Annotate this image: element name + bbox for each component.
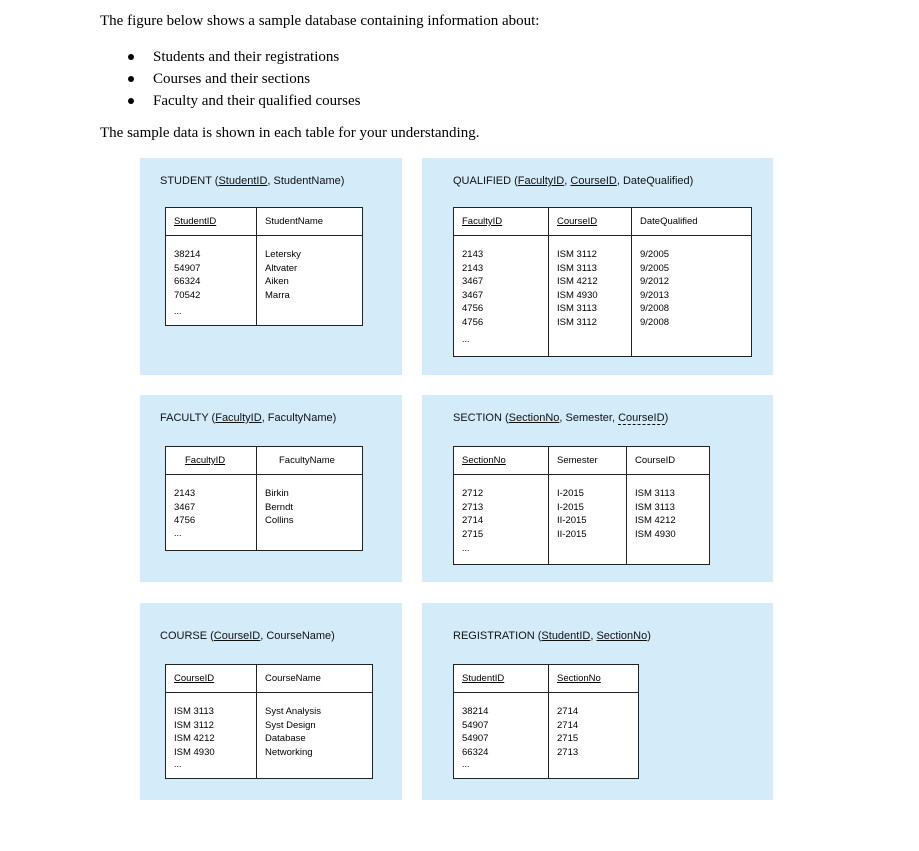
table-cell: 9/2012 <box>640 276 670 287</box>
column-values <box>174 705 215 759</box>
table-cell: 9/2005 <box>640 262 670 274</box>
column-header: FacultyName <box>279 455 335 466</box>
course-panel <box>140 603 402 800</box>
qualified-panel <box>422 158 773 375</box>
intro-text: The figure below shows a sample database containing information about: <box>100 13 540 29</box>
table-cell: 2715 <box>462 528 484 540</box>
table-cell: Networking <box>265 746 313 758</box>
column-values <box>174 487 195 528</box>
table-cell: Collins <box>265 515 294 526</box>
column-values <box>265 487 294 528</box>
column-header: CourseID <box>635 455 676 466</box>
table-cell: ISM 4212 <box>635 515 676 526</box>
faculty-panel <box>140 395 402 582</box>
course-table: CourseID ISM 3113 ISM 3112 ISM 4212 ISM 4930 ... CourseName Syst Analysis Syst Design Database Networking <box>165 664 373 779</box>
table-cell: 2713 <box>462 501 484 513</box>
table-cell: 2715 <box>557 733 579 744</box>
table-cell: II-2015 <box>557 528 587 540</box>
qualified-table: FacultyID 2143 2143 3467 3467 4756 4756 ... CourseID ISM 3112 ISM 3113 ISM 4212 ISM 4930 ISM 3113 ISM 3112 DateQualified 9/2005 9/2005 9/2012 9/2013 9/2008 9/2008 <box>453 207 752 357</box>
table-cell: 3467 <box>462 289 484 301</box>
table-cell: 54907 <box>174 262 201 274</box>
table-cell: I-2015 <box>557 501 584 513</box>
table-cell: 38214 <box>462 706 489 717</box>
column-values <box>557 705 578 759</box>
table-cell: 38214 <box>174 249 201 260</box>
table-cell: ISM 3113 <box>635 501 675 513</box>
column-header: StudentID <box>174 216 217 227</box>
student-title: STUDENT (StudentID, StudentName) <box>160 175 345 187</box>
column-values <box>635 487 676 541</box>
column-values <box>265 248 301 302</box>
table-cell: ISM 3112 <box>174 719 214 731</box>
topic-list <box>126 46 360 112</box>
course-title: COURSE (CourseID, CourseName) <box>160 630 335 642</box>
table-cell: 2714 <box>462 515 484 526</box>
column-header: FacultyID <box>185 455 226 466</box>
table-cell: 4756 <box>174 515 196 526</box>
section-table: SectionNo 2712 2713 2714 2715 ... Semester I-2015 I-2015 II-2015 II-2015 CourseID ISM 3113 ISM 3113 ISM 4212 ISM 4930 <box>453 446 710 565</box>
section-title: SECTION (SectionNo, Semester, CourseID) <box>453 412 669 424</box>
column-header: StudentName <box>265 216 324 227</box>
table-cell: ISM 4930 <box>557 289 598 301</box>
outro-text: The sample data is shown in each table for your understanding. <box>100 125 480 141</box>
table-cell: Syst Analysis <box>265 706 321 717</box>
table-cell: I-2015 <box>557 488 584 499</box>
topic-item: Courses and their sections <box>126 68 360 90</box>
table-cell: Syst Design <box>265 719 316 731</box>
registration-title: REGISTRATION (StudentID, SectionNo) <box>453 630 651 642</box>
table-cell: Letersky <box>265 249 301 260</box>
table-cell: Berndt <box>265 501 293 513</box>
table-cell: II-2015 <box>557 515 587 526</box>
column-header: CourseID <box>557 216 598 227</box>
table-cell: 66324 <box>462 746 489 758</box>
student-table: StudentID 38214 54907 66324 70542 ... StudentName Letersky Altvater Aiken Marra <box>165 207 363 326</box>
table-cell: 70542 <box>174 289 201 301</box>
table-cell: 4756 <box>462 303 484 314</box>
column-header: StudentID <box>462 673 505 684</box>
table-cell: 9/2008 <box>640 316 670 328</box>
table-cell: 3467 <box>174 501 196 513</box>
table-cell: ISM 3112 <box>557 249 597 260</box>
table-cell: Birkin <box>265 488 289 499</box>
table-cell: ISM 3112 <box>557 316 597 328</box>
table-cell: 2713 <box>557 746 579 758</box>
registration-panel <box>422 603 773 800</box>
table-cell: ISM 4212 <box>174 733 215 744</box>
table-cell: 2143 <box>174 488 196 499</box>
table-cell: Aiken <box>265 276 289 287</box>
table-cell: 2143 <box>462 249 484 260</box>
table-cell: ISM 4930 <box>174 746 215 758</box>
table-cell: 2714 <box>557 719 579 731</box>
table-cell: 9/2005 <box>640 249 670 260</box>
table-cell: ISM 3113 <box>174 706 214 717</box>
faculty-title: FACULTY (FacultyID, FacultyName) <box>160 412 337 424</box>
table-cell: 54907 <box>462 733 489 744</box>
table-cell: 66324 <box>174 276 201 287</box>
column-header: Semester <box>557 455 598 466</box>
column-header: SectionNo <box>557 673 601 684</box>
table-cell: ISM 3113 <box>557 303 597 314</box>
table-cell: Marra <box>265 289 290 301</box>
table-cell: ISM 4930 <box>635 528 676 540</box>
column-values <box>557 487 587 541</box>
student-panel <box>140 158 402 375</box>
column-header: SectionNo <box>462 455 506 466</box>
topic-item: Students and their registrations <box>126 46 360 68</box>
column-values <box>265 705 321 759</box>
table-cell: Database <box>265 733 306 744</box>
table-cell: Altvater <box>265 262 298 274</box>
column-header: CourseName <box>265 673 321 684</box>
table-cell: 3467 <box>462 276 484 287</box>
table-cell: ISM 3113 <box>557 262 597 274</box>
table-cell: 2143 <box>462 262 484 274</box>
table-cell: 2712 <box>462 488 484 499</box>
table-cell: 4756 <box>462 316 484 328</box>
registration-table: StudentID 38214 54907 54907 66324 ... SectionNo 2714 2714 2715 2713 <box>453 664 639 779</box>
column-values <box>462 248 483 329</box>
column-header: CourseID <box>174 673 215 684</box>
table-cell: ISM 3113 <box>635 488 675 499</box>
table-cell: 9/2008 <box>640 303 670 314</box>
table-cell: 54907 <box>462 719 489 731</box>
faculty-table: FacultyID 2143 3467 4756 ... FacultyName Birkin Berndt Collins <box>165 446 363 551</box>
column-values <box>462 705 488 759</box>
section-panel <box>422 395 773 582</box>
column-values <box>640 248 669 329</box>
table-cell: 2714 <box>557 706 579 717</box>
column-header: FacultyID <box>462 216 503 227</box>
column-header: DateQualified <box>640 216 698 227</box>
column-values <box>462 487 483 541</box>
column-values <box>557 248 598 329</box>
table-cell: 9/2013 <box>640 289 670 301</box>
topic-item: Faculty and their qualified courses <box>126 90 360 112</box>
table-cell: ISM 4212 <box>557 276 598 287</box>
qualified-title: QUALIFIED (FacultyID, CourseID, DateQualified) <box>453 175 694 187</box>
column-values <box>174 248 200 302</box>
